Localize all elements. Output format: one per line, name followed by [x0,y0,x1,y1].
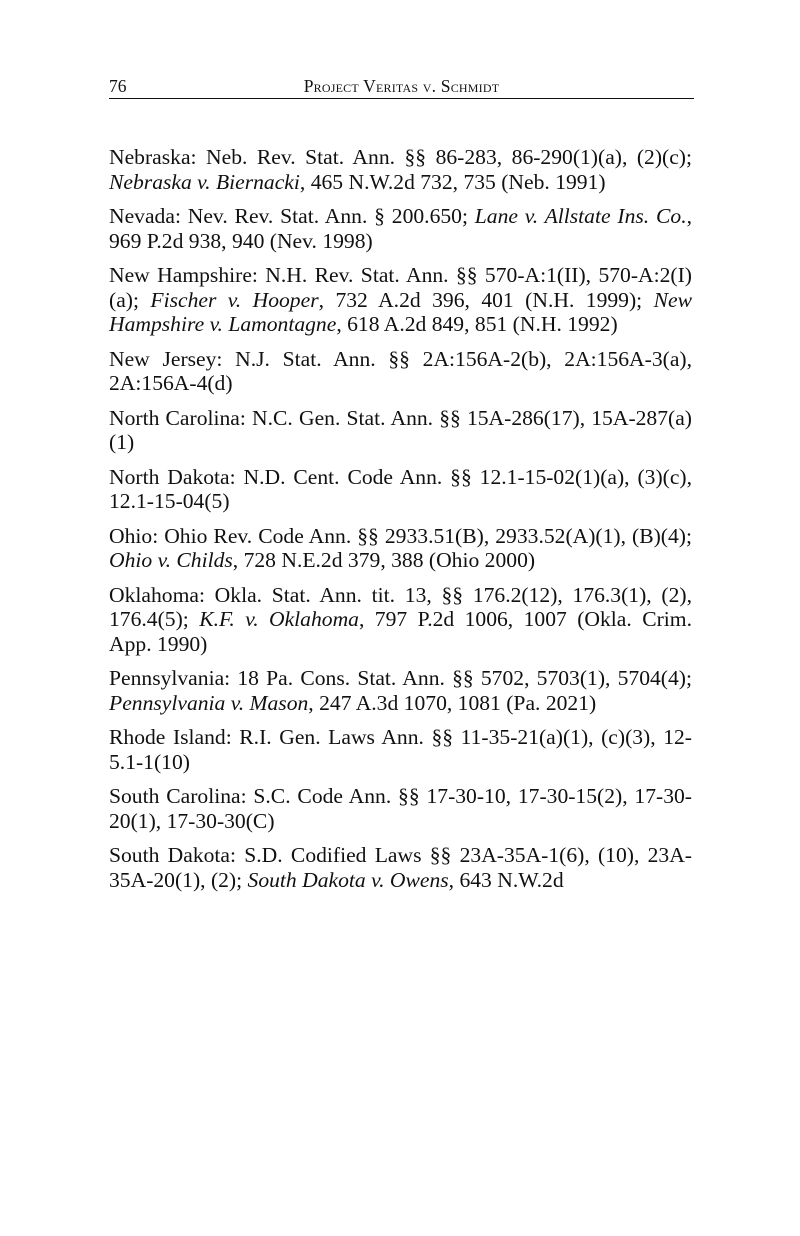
citation-text: South Carolina: S.C. Code Ann. §§ 17-30-10, 17-30-15(2), 17-30-20(1), 17-30-30(C) [109,784,692,833]
case-name: Ohio v. Childs [109,548,233,572]
case-name: Pennsylvania v. Mason [109,690,309,715]
citation-text: Nebraska: Neb. Rev. Stat. Ann. §§ 86-283, 86-290(1)(a), (2)(c); [109,145,692,169]
statute-entry [109,406,692,455]
citation-text: North Carolina: N.C. Gen. Stat. Ann. §§ 15A-286(17), 15A-287(a)(1) [109,405,692,454]
citation-text: , 728 N.E.2d 379, 388 (Ohio 2000) [232,548,536,572]
statute-entry [109,784,692,833]
case-name: South Dakota v. Owens [247,867,449,892]
page-number: 76 [109,76,127,96]
citation-text: , 618 A.2d 849, 851 (N.H. 1992) [336,312,618,336]
citation-text: , 732 A.2d 396, 401 (N.H. 1999); [318,287,654,312]
citation-text: Pennsylvania: 18 Pa. Cons. Stat. Ann. §§ 5702, 5703(1), 5704(4); [109,666,692,690]
case-name: K.F. v. Oklahoma [199,607,359,631]
case-name: Nebraska v. Biernacki [109,169,300,194]
statute-entry [109,145,692,194]
statute-entry [109,666,692,715]
citation-text: , 643 N.W.2d [448,867,564,892]
statute-entry [109,465,692,514]
citation-text: , 969 P.2d 938, 940 (Nev. 1998) [109,204,692,253]
running-title: Project Veritas v. Schmidt [303,76,500,96]
citation-text: New Jersey: N.J. Stat. Ann. §§ 2A:156A-2(b), 2A:156A-3(a), 2A:156A-4(d) [109,346,692,395]
case-name: Fischer v. Hooper [150,287,319,312]
citation-text: , 247 A.3d 1070, 1081 (Pa. 2021) [308,690,597,715]
citation-text: Oklahoma: Okla. Stat. Ann. tit. 13, §§ 176.2(12), 176.3(1), (2), 176.4(5); [109,582,692,631]
statute-entry [109,524,692,573]
citation-text: , 465 N.W.2d 732, 735 (Neb. 1991) [299,169,606,194]
case-name: New Hampshire v. Lamontagne [109,287,692,336]
citation-text: Nevada: Nev. Rev. Stat. Ann. § 200.650; [109,204,475,228]
citation-text: , 797 P.2d 1006, 1007 (Okla. Crim. App. 1990) [109,607,692,656]
statute-entry [109,843,692,892]
citation-text: Rhode Island: R.I. Gen. Laws Ann. §§ 11-35-21(a)(1), (c)(3), 12-5.1-1(10) [109,725,692,774]
citation-text: North Dakota: N.D. Cent. Code Ann. §§ 12.1-15-02(1)(a), (3)(c), 12.1-15-04(5) [109,464,692,513]
citation-text: South Dakota: S.D. Codified Laws §§ 23A-35A-1(6), (10), 23A-35A-20(1), (2); [109,843,692,892]
citation-text: Ohio: Ohio Rev. Code Ann. §§ 2933.51(B), 2933.52(A)(1), (B)(4); [109,523,692,548]
statute-entry [109,263,692,337]
statute-list [109,145,692,902]
page-header [109,74,694,99]
statute-entry [109,725,692,774]
statute-entry [109,204,692,253]
statute-entry [109,583,692,657]
citation-text: New Hampshire: N.H. Rev. Stat. Ann. §§ 570-A:1(II), 570-A:2(I)(a); [109,263,692,312]
statute-entry [109,347,692,396]
case-name: Lane v. Allstate Ins. Co. [474,204,687,228]
